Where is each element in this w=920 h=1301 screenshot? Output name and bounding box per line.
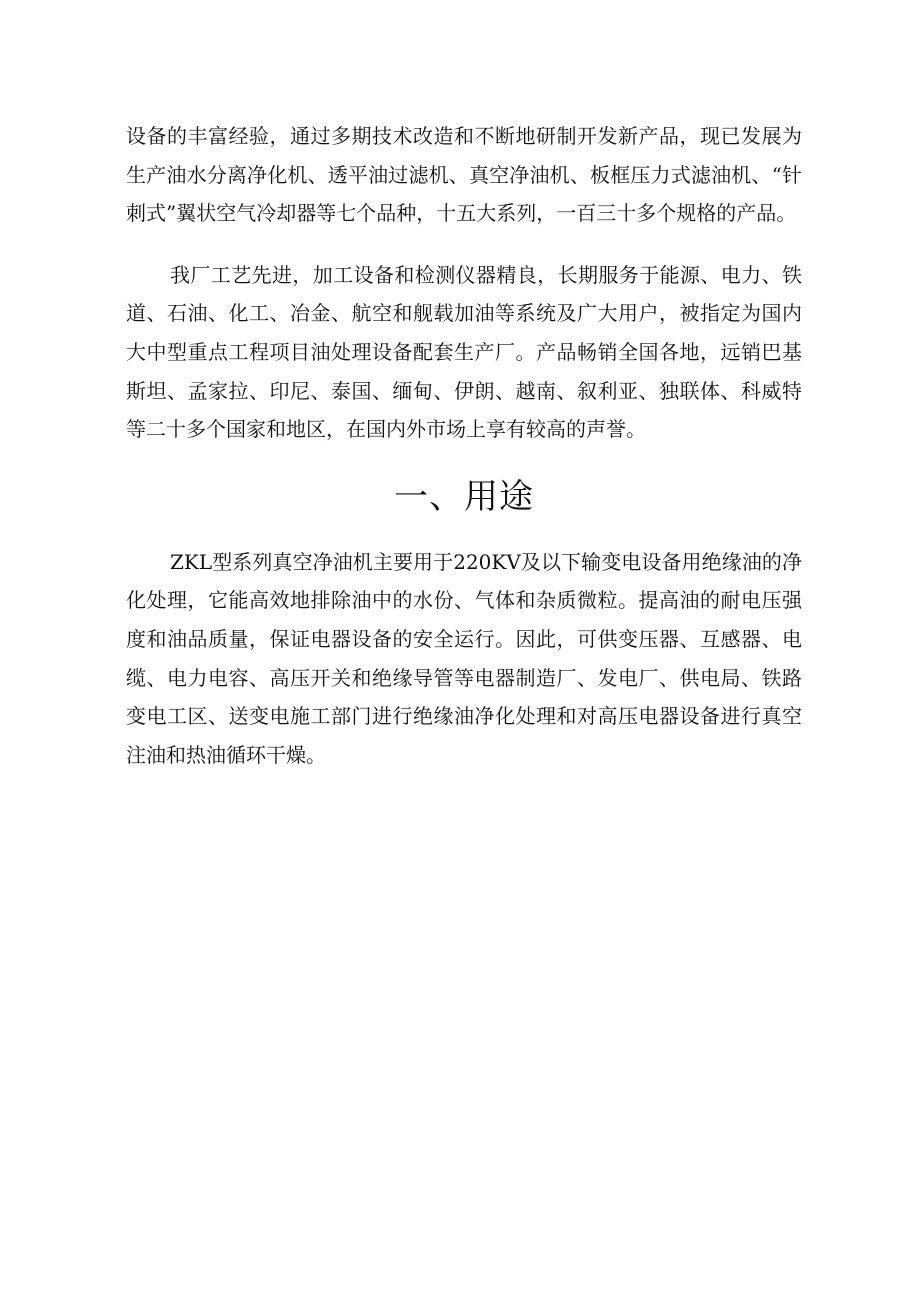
section-heading-usage: 一、用途 xyxy=(394,476,534,517)
intro-continuation-paragraph: 设备的丰富经验，通过多期技术改造和不断地研制开发新产品，现已发展为生产油水分离净化机、透平油过滤机、真空净油机、板框压力式滤油机、“针刺式”翼状空气冷却器等七个品种，十五大系列，一百三十多个规格的产品。 xyxy=(126,124,802,226)
document-body xyxy=(126,117,802,774)
company-capabilities-paragraph: 我厂工艺先进，加工设备和检测仪器精良，长期服务于能源、电力、铁道、石油、化工、冶金、航空和舰载加油等系统及广大用户，被指定为国内大中型重点工程项目油处理设备配套生产厂。产品畅销全国各地，远销巴基斯坦、孟家拉、印尼、泰国、缅甸、伊朗、越南、叙利亚、独联体、科威特等二十多个国家和地区，在国内外市场上享有较高的声誉。 xyxy=(126,262,802,442)
usage-description-paragraph: ZKL型系列真空净油机主要用于220KV及以下输变电设备用绝缘油的净化处理，它能高效地排除油中的水份、气体和杂质微粒。提高油的耐电压强度和油品质量，保证电器设备的安全运行。因此，可供变压器、互感器、电缆、电力电容、高压开关和绝缘导管等电器制造厂、发电厂、供电局、铁路变电工区、送变电施工部门进行绝缘油净化处理和对高压电器设备进行真空注油和热油循环干燥。 xyxy=(126,549,802,767)
paragraph-spacer xyxy=(126,233,802,256)
